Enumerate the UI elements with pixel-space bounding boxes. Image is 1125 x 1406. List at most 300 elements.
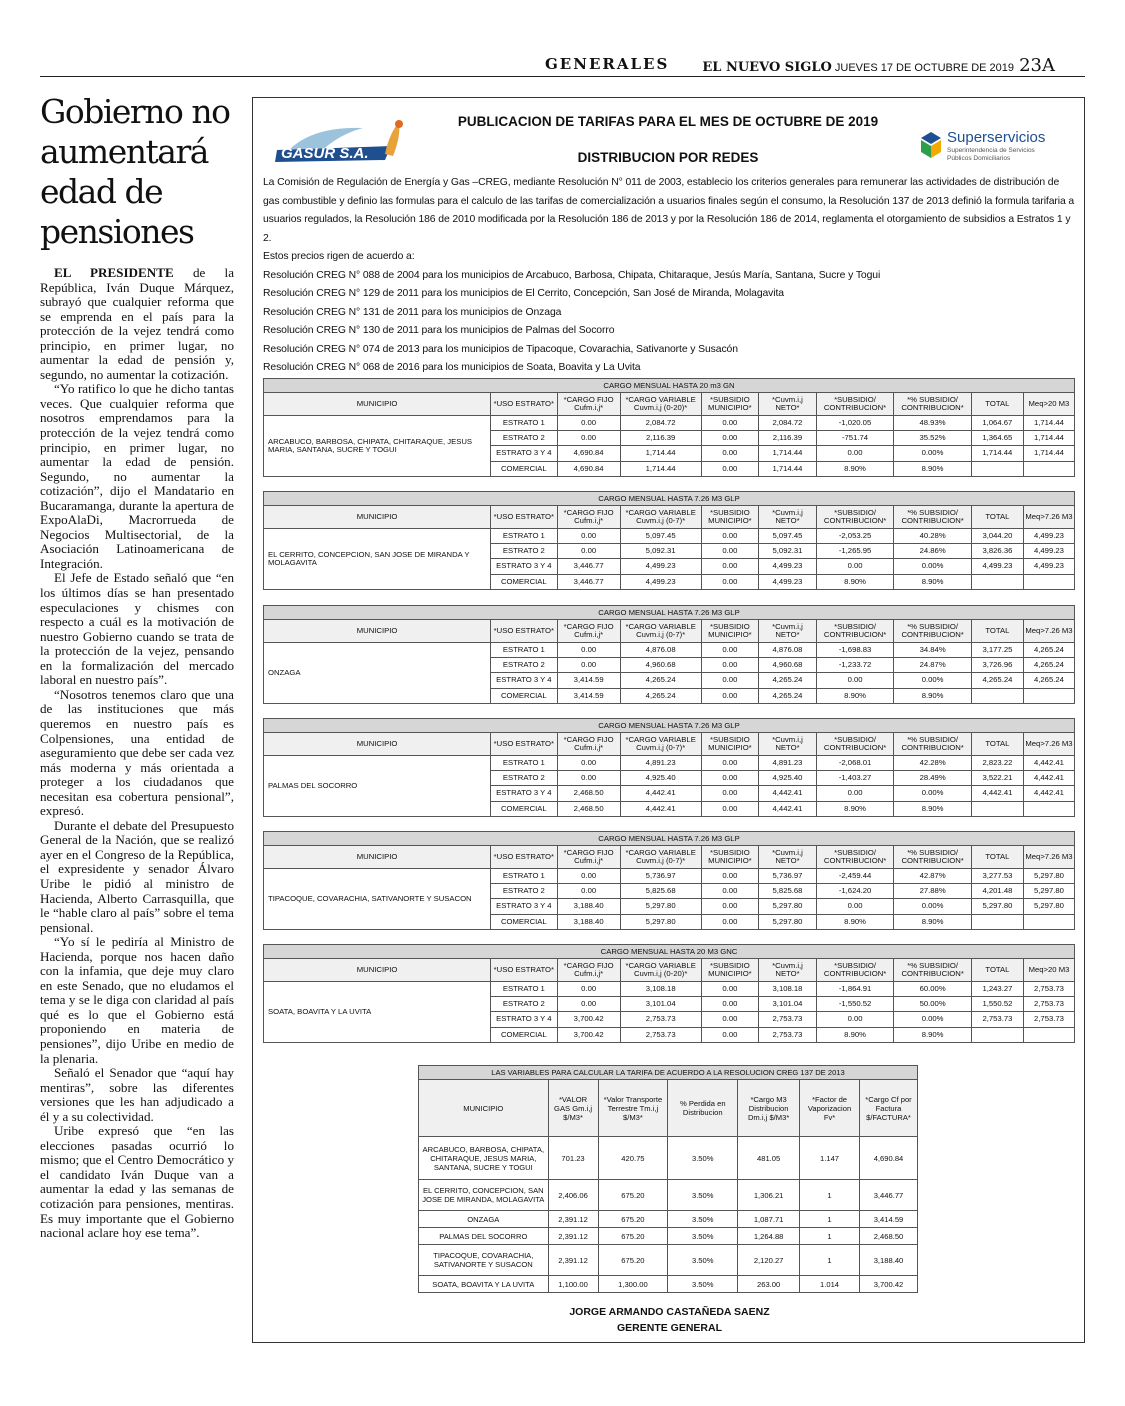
table-cell: 3,446.77 bbox=[557, 574, 620, 589]
table-cell: 5,297.80 bbox=[620, 899, 701, 914]
table-cell: 0.00 bbox=[557, 658, 620, 673]
table-cell: 4,690.84 bbox=[557, 461, 620, 476]
table-cell: 0.00 bbox=[701, 574, 759, 589]
table-cell: 0.00 bbox=[701, 643, 759, 658]
table-cell: 0.00 bbox=[816, 899, 894, 914]
column-header: *CARGO VARIABLE Cuvm.i,j (0-20)* bbox=[620, 393, 701, 416]
article-paragraph: EL PRESIDENTE de la República, Iván Duque Márquez, subrayó que cualquier reforma que se emprenda en el país para la protección de la vejez tendrá como principio, en primer lugar, no aumentar la edad de pensión y, segundo, no aumentar la cotización. bbox=[40, 265, 235, 382]
table-cell: ESTRATO 2 bbox=[491, 431, 557, 446]
table-cell: 2,391.12 bbox=[548, 1228, 598, 1245]
table-cell: 4,265.24 bbox=[620, 688, 701, 703]
table-cell: 4,201.48 bbox=[971, 884, 1023, 899]
table-cell: 1,714.44 bbox=[620, 446, 701, 461]
table-cell: 1,714.44 bbox=[759, 461, 817, 476]
table-cell: 4,499.23 bbox=[1023, 559, 1074, 574]
variables-caption: LAS VARIABLES PARA CALCULAR LA TARIFA DE ACUERDO A LA RESOLUCION CREG 137 DE 2013 bbox=[419, 1066, 918, 1080]
table-cell: 5,097.45 bbox=[759, 529, 817, 544]
table-cell: 0.00% bbox=[894, 673, 972, 688]
column-header: *SUBSIDIO MUNICIPIO* bbox=[701, 733, 759, 756]
table-cell: 3,414.59 bbox=[859, 1211, 917, 1228]
tariff-table bbox=[263, 831, 1075, 930]
table-cell: 0.00 bbox=[557, 756, 620, 771]
table-cell: 0.00% bbox=[894, 786, 972, 801]
table-cell: 3,188.40 bbox=[859, 1245, 917, 1276]
table-cell: 8.90% bbox=[894, 914, 972, 929]
page-number: 23A bbox=[1019, 55, 1055, 76]
column-header: *% SUBSIDIO/ CONTRIBUCION* bbox=[894, 733, 972, 756]
paper-info bbox=[702, 55, 1055, 76]
table-caption: CARGO MENSUAL HASTA 7.26 M3 GLP bbox=[264, 719, 1075, 733]
table-cell: 8.90% bbox=[816, 914, 894, 929]
resolution-line: Resolución CREG N° 074 de 2013 para los municipios de Tipacoque, Covarachia, Sativanorte y Susacón bbox=[263, 343, 738, 355]
municipio-cell: ONZAGA bbox=[419, 1211, 549, 1228]
table-cell: 0.00 bbox=[701, 529, 759, 544]
tariff-table-block bbox=[263, 831, 1075, 930]
table-cell: 4,876.08 bbox=[620, 643, 701, 658]
table-cell: 0.00 bbox=[701, 688, 759, 703]
table-cell: 675.20 bbox=[598, 1211, 668, 1228]
table-cell: 0.00 bbox=[701, 756, 759, 771]
tariff-table-block bbox=[263, 718, 1075, 817]
table-cell: 4,891.23 bbox=[620, 756, 701, 771]
table-cell: 3,188.40 bbox=[557, 914, 620, 929]
table-row bbox=[419, 1180, 918, 1211]
table-caption: CARGO MENSUAL HASTA 7.26 M3 GLP bbox=[264, 492, 1075, 506]
municipio-cell: TIPACOQUE, COVARACHIA, SATIVANORTE Y SUSACON bbox=[264, 869, 491, 930]
table-cell: 0.00 bbox=[557, 869, 620, 884]
table-caption: CARGO MENSUAL HASTA 20 M3 GNC bbox=[264, 945, 1075, 959]
table-cell: 27.88% bbox=[894, 884, 972, 899]
column-header: *USO ESTRATO* bbox=[491, 620, 557, 643]
table-cell: 0.00 bbox=[816, 559, 894, 574]
table-cell: 1.147 bbox=[800, 1137, 860, 1180]
table-cell: 40.28% bbox=[894, 529, 972, 544]
article-paragraph: “Nosotros tenemos claro que una de las instituciones que más queremos en nuestro país es Colpensiones, una entidad de aseguramiento que debe ser cada vez más moderna y más orientada a proteger a los ciudadanos que necesitan esa cobertura pensional”, expresó. bbox=[40, 686, 234, 819]
table-cell: 1,064.67 bbox=[971, 416, 1023, 431]
resolution-line: Resolución CREG N° 129 de 2011 para los municipios de El Cerrito, Concepción, San José de Miranda, Molagavita bbox=[263, 288, 784, 299]
column-header: *CARGO FIJO Cufm.i,j* bbox=[557, 733, 620, 756]
table-row bbox=[264, 416, 1075, 431]
municipio-cell: PALMAS DEL SOCORRO bbox=[419, 1228, 549, 1245]
table-cell: 1,100.00 bbox=[548, 1276, 598, 1293]
column-header: *SUBSIDIO/ CONTRIBUCION* bbox=[816, 506, 894, 529]
table-row bbox=[264, 756, 1075, 771]
column-header: *USO ESTRATO* bbox=[491, 393, 557, 416]
table-cell: ESTRATO 2 bbox=[491, 997, 557, 1012]
table-cell: 0.00% bbox=[894, 446, 972, 461]
ad-title: PUBLICACION DE TARIFAS PARA EL MES DE OCTUBRE DE 2019 bbox=[457, 114, 879, 129]
table-cell: 2,753.73 bbox=[620, 1012, 701, 1027]
table-cell: 4,442.41 bbox=[1023, 756, 1074, 771]
table-cell: 4,442.41 bbox=[620, 801, 701, 816]
column-header: Meq>7.26 M3 bbox=[1023, 620, 1074, 643]
table-cell: 4,925.40 bbox=[759, 771, 817, 786]
table-row bbox=[264, 643, 1075, 658]
table-cell: 0.00 bbox=[816, 673, 894, 688]
table-row bbox=[419, 1276, 918, 1293]
table-cell: 0.00 bbox=[701, 1012, 759, 1027]
column-header: *SUBSIDIO/ CONTRIBUCION* bbox=[816, 620, 894, 643]
column-header: MUNICIPIO bbox=[419, 1080, 549, 1137]
article-paragraph: El Jefe de Estado señaló que “en los últimos días se han presentado especulaciones y chismes con respecto a cuál es la motivación de nuestro Gobierno cuando se trata de la protección de la vejez, pensando en la formalización del mercado laboral en nuestro país”. bbox=[40, 570, 234, 688]
table-row bbox=[419, 1228, 918, 1245]
table-cell: 5,097.45 bbox=[620, 529, 701, 544]
table-cell: 3,700.42 bbox=[859, 1276, 917, 1293]
column-header: *SUBSIDIO MUNICIPIO* bbox=[701, 506, 759, 529]
table-cell: 1,714.44 bbox=[759, 446, 817, 461]
table-cell: 8.90% bbox=[816, 574, 894, 589]
rates-intro: Estos precios rigen de acuerdo a: bbox=[263, 251, 415, 262]
column-header: Meq>7.26 M3 bbox=[1023, 733, 1074, 756]
table-cell: -1,698.83 bbox=[816, 643, 894, 658]
table-cell: 28.49% bbox=[894, 771, 972, 786]
resolution-line: Resolución CREG N° 131 de 2011 para los municipios de Onzaga bbox=[263, 306, 562, 318]
table-cell: 1,714.44 bbox=[620, 461, 701, 476]
table-cell: ESTRATO 1 bbox=[491, 416, 557, 431]
table-cell: 1,264.88 bbox=[738, 1228, 800, 1245]
table-cell: 3,522.21 bbox=[971, 771, 1023, 786]
table-cell: 0.00 bbox=[701, 673, 759, 688]
table-cell: 50.00% bbox=[894, 997, 972, 1012]
table-cell bbox=[971, 688, 1023, 703]
table-cell: 8.90% bbox=[894, 688, 972, 703]
article-paragraph: “Yo sí le pediría al Ministro de Hacienda, porque nos hacen daño con la infamia, que deje muy claro en este Senado, que no eludamos el tema y se le diga con claridad al país qué es lo que el Gobierno está proponiendo en materia de pensiones”, dijo Uribe en medio de la plenaria. bbox=[40, 934, 234, 1066]
column-header: *% SUBSIDIO/ CONTRIBUCION* bbox=[894, 393, 972, 416]
masthead bbox=[40, 52, 1085, 77]
gasur-logo bbox=[273, 116, 408, 168]
table-cell: 675.20 bbox=[598, 1228, 668, 1245]
table-cell: -1,864.91 bbox=[816, 982, 894, 997]
municipio-cell: EL CERRITO, CONCEPCION, SAN JOSE DE MIRANDA, MOLAGAVITA bbox=[419, 1180, 549, 1211]
table-cell: 5,297.80 bbox=[971, 899, 1023, 914]
table-cell: 4,499.23 bbox=[620, 574, 701, 589]
table-cell: 0.00 bbox=[816, 446, 894, 461]
table-cell: COMERCIAL bbox=[491, 574, 557, 589]
table-row bbox=[264, 869, 1075, 884]
table-caption: CARGO MENSUAL HASTA 20 m3 GN bbox=[264, 379, 1075, 393]
column-header: *SUBSIDIO MUNICIPIO* bbox=[701, 959, 759, 982]
table-cell: 0.00 bbox=[701, 446, 759, 461]
resolution-line: Resolución CREG N° 068 de 2016 para los municipios de Soata, Boavita y La Uvita bbox=[263, 362, 641, 373]
table-cell: ESTRATO 2 bbox=[491, 658, 557, 673]
table-cell: ESTRATO 2 bbox=[491, 771, 557, 786]
column-header: *% SUBSIDIO/ CONTRIBUCION* bbox=[894, 846, 972, 869]
table-cell: 1,306.21 bbox=[738, 1180, 800, 1211]
table-cell: 1.014 bbox=[800, 1276, 860, 1293]
table-cell: 2,468.50 bbox=[557, 801, 620, 816]
table-cell: 0.00 bbox=[701, 801, 759, 816]
table-cell: 0.00 bbox=[701, 431, 759, 446]
table-cell: 3.50% bbox=[668, 1180, 738, 1211]
table-cell: 3,826.36 bbox=[971, 544, 1023, 559]
table-cell: 3.50% bbox=[668, 1245, 738, 1276]
table-cell: 2,753.73 bbox=[1023, 982, 1074, 997]
table-cell: 4,265.24 bbox=[759, 673, 817, 688]
table-cell: 4,265.24 bbox=[759, 688, 817, 703]
table-cell: 1,714.44 bbox=[1023, 431, 1074, 446]
ad-intro bbox=[263, 174, 1075, 378]
table-cell: 481.05 bbox=[738, 1137, 800, 1180]
article-paragraph: Señaló el Senador que “aquí hay mentiras”, sobre las diferentes versiones que les han adjudicado a él y a su colectividad. bbox=[40, 1065, 234, 1124]
table-cell: 1 bbox=[800, 1180, 860, 1211]
table-cell: 0.00 bbox=[701, 461, 759, 476]
table-cell: COMERCIAL bbox=[491, 801, 557, 816]
svg-text:Superservicios: Superservicios bbox=[947, 129, 1046, 146]
table-cell: 0.00 bbox=[701, 869, 759, 884]
table-cell: ESTRATO 3 Y 4 bbox=[491, 899, 557, 914]
table-cell: 3.50% bbox=[668, 1276, 738, 1293]
tariff-table-block bbox=[263, 605, 1075, 704]
table-cell: -1,233.72 bbox=[816, 658, 894, 673]
table-cell: 2,753.73 bbox=[1023, 997, 1074, 1012]
table-cell: 3,277.53 bbox=[971, 869, 1023, 884]
table-cell: 1,300.00 bbox=[598, 1276, 668, 1293]
table-cell: 4,265.24 bbox=[1023, 673, 1074, 688]
column-header: *USO ESTRATO* bbox=[491, 506, 557, 529]
table-cell: ESTRATO 2 bbox=[491, 884, 557, 899]
table-cell: 0.00 bbox=[816, 1012, 894, 1027]
table-cell: 4,265.24 bbox=[620, 673, 701, 688]
table-cell: 0.00 bbox=[557, 771, 620, 786]
table-cell: 2,753.73 bbox=[759, 1012, 817, 1027]
table-cell: 3,108.18 bbox=[759, 982, 817, 997]
table-cell: ESTRATO 1 bbox=[491, 756, 557, 771]
table-cell: COMERCIAL bbox=[491, 461, 557, 476]
column-header: *Cuvm.i,j NETO* bbox=[759, 506, 817, 529]
table-cell bbox=[1023, 688, 1074, 703]
column-header: MUNICIPIO bbox=[264, 620, 491, 643]
table-cell: 2,391.12 bbox=[548, 1211, 598, 1228]
table-cell: 3.50% bbox=[668, 1137, 738, 1180]
column-header: % Perdida en Distribucion bbox=[668, 1080, 738, 1137]
table-cell: 3.50% bbox=[668, 1228, 738, 1245]
news-article bbox=[40, 92, 234, 1241]
column-header: TOTAL bbox=[971, 506, 1023, 529]
table-cell: ESTRATO 3 Y 4 bbox=[491, 559, 557, 574]
table-cell: 2,116.39 bbox=[759, 431, 817, 446]
table-cell: 2,406.06 bbox=[548, 1180, 598, 1211]
column-header: *CARGO FIJO Cufm.i,j* bbox=[557, 959, 620, 982]
table-cell: 8.90% bbox=[894, 801, 972, 816]
table-cell: 2,753.73 bbox=[620, 1027, 701, 1042]
column-header: *SUBSIDIO/ CONTRIBUCION* bbox=[816, 393, 894, 416]
table-cell: 0.00 bbox=[816, 786, 894, 801]
table-cell: 4,442.41 bbox=[759, 786, 817, 801]
table-cell: 1,714.44 bbox=[1023, 446, 1074, 461]
table-cell: -1,550.52 bbox=[816, 997, 894, 1012]
column-header: *CARGO VARIABLE Cuvm.i,j (0-7)* bbox=[620, 846, 701, 869]
table-cell: 3,700.42 bbox=[557, 1027, 620, 1042]
column-header: Meq>20 M3 bbox=[1023, 959, 1074, 982]
table-cell: 4,499.23 bbox=[971, 559, 1023, 574]
issue-date: JUEVES 17 DE OCTUBRE DE 2019 bbox=[834, 62, 1015, 74]
table-cell: -2,459.44 bbox=[816, 869, 894, 884]
table-cell: ESTRATO 3 Y 4 bbox=[491, 673, 557, 688]
table-cell: ESTRATO 3 Y 4 bbox=[491, 1012, 557, 1027]
table-cell: 2,753.73 bbox=[1023, 1012, 1074, 1027]
column-header: *SUBSIDIO MUNICIPIO* bbox=[701, 620, 759, 643]
table-cell: 0.00 bbox=[701, 416, 759, 431]
table-cell bbox=[971, 801, 1023, 816]
table-cell: 3.50% bbox=[668, 1211, 738, 1228]
table-cell: ESTRATO 1 bbox=[491, 869, 557, 884]
column-header: *% SUBSIDIO/ CONTRIBUCION* bbox=[894, 959, 972, 982]
table-cell: 0.00 bbox=[701, 884, 759, 899]
table-cell: 1,714.44 bbox=[1023, 416, 1074, 431]
tariff-table bbox=[263, 605, 1075, 704]
table-cell: 3,101.04 bbox=[759, 997, 817, 1012]
table-cell: 5,092.31 bbox=[620, 544, 701, 559]
table-cell: 5,297.80 bbox=[620, 914, 701, 929]
table-cell: 24.87% bbox=[894, 658, 972, 673]
table-cell bbox=[971, 461, 1023, 476]
column-header: *SUBSIDIO/ CONTRIBUCION* bbox=[816, 846, 894, 869]
table-cell: 1 bbox=[800, 1228, 860, 1245]
table-cell: 1,550.52 bbox=[971, 997, 1023, 1012]
table-cell: 4,876.08 bbox=[759, 643, 817, 658]
table-cell: 4,442.41 bbox=[1023, 786, 1074, 801]
municipio-cell: ONZAGA bbox=[264, 643, 491, 704]
table-cell: -1,020.05 bbox=[816, 416, 894, 431]
table-cell: 1,714.44 bbox=[971, 446, 1023, 461]
table-cell: 1,243.27 bbox=[971, 982, 1023, 997]
column-header: *CARGO FIJO Cufm.i,j* bbox=[557, 393, 620, 416]
table-cell: 8.90% bbox=[816, 1027, 894, 1042]
tariff-table bbox=[263, 491, 1075, 590]
article-lead: EL PRESIDENTE bbox=[54, 265, 174, 280]
column-header: *Cuvm.i,j NETO* bbox=[759, 620, 817, 643]
municipio-cell: PALMAS DEL SOCORRO bbox=[264, 756, 491, 817]
table-cell: 5,297.80 bbox=[759, 899, 817, 914]
table-cell: 2,468.50 bbox=[557, 786, 620, 801]
table-cell: 263.00 bbox=[738, 1276, 800, 1293]
tariff-table bbox=[263, 718, 1075, 817]
table-cell: 3,188.40 bbox=[557, 899, 620, 914]
table-cell: ESTRATO 1 bbox=[491, 982, 557, 997]
column-header: TOTAL bbox=[971, 393, 1023, 416]
table-cell: 60.00% bbox=[894, 982, 972, 997]
table-cell bbox=[1023, 574, 1074, 589]
table-cell: 0.00 bbox=[557, 997, 620, 1012]
table-cell: 5,736.97 bbox=[759, 869, 817, 884]
table-cell: 3,700.42 bbox=[557, 1012, 620, 1027]
table-cell bbox=[1023, 461, 1074, 476]
table-cell: 3,446.77 bbox=[557, 559, 620, 574]
table-cell: 3,177.25 bbox=[971, 643, 1023, 658]
column-header: *Cuvm.i,j NETO* bbox=[759, 733, 817, 756]
table-cell: 3,446.77 bbox=[859, 1180, 917, 1211]
table-cell bbox=[1023, 914, 1074, 929]
table-cell: 8.90% bbox=[816, 688, 894, 703]
table-cell: 8.90% bbox=[894, 461, 972, 476]
column-header: *CARGO FIJO Cufm.i,j* bbox=[557, 506, 620, 529]
table-cell: 3,414.59 bbox=[557, 688, 620, 703]
table-row bbox=[264, 982, 1075, 997]
table-cell: 675.20 bbox=[598, 1180, 668, 1211]
table-cell: 0.00 bbox=[701, 899, 759, 914]
table-cell: -1,403.27 bbox=[816, 771, 894, 786]
table-cell: 3,101.04 bbox=[620, 997, 701, 1012]
intro-text: La Comisión de Regulación de Energía y Gas –CREG, mediante Resolución N° 011 de 2003, establecio los criterios generales para remunerar las actividades de distribución de gas combustible y definio las formulas para el calculo de las tarifas de comercialización a usuarios finales según el consumo, la Resolución 137 de 2013 definió la formula tarifaria a usuarios regulados, la Resolución 186 de 2010 modificada por la Resolución 186 de 2013 y por la Resolución 186 de 2014, reglamenta el otorgamiento de subsidios a Estratos 1 y 2. bbox=[263, 177, 1075, 244]
table-cell: 5,297.80 bbox=[1023, 884, 1074, 899]
table-row bbox=[419, 1137, 918, 1180]
tariff-table-block bbox=[263, 944, 1075, 1043]
column-header: *CARGO VARIABLE Cuvm.i,j (0-20)* bbox=[620, 959, 701, 982]
column-header: *USO ESTRATO* bbox=[491, 846, 557, 869]
table-cell: 8.90% bbox=[816, 461, 894, 476]
table-cell: 4,960.68 bbox=[759, 658, 817, 673]
table-cell bbox=[1023, 1027, 1074, 1042]
svg-text:Públicos Domiciliarios: Públicos Domiciliarios bbox=[947, 155, 1011, 162]
table-cell: 1,364.65 bbox=[971, 431, 1023, 446]
column-header: *SUBSIDIO MUNICIPIO* bbox=[701, 846, 759, 869]
table-cell: ESTRATO 1 bbox=[491, 529, 557, 544]
superservicios-logo bbox=[917, 124, 1072, 168]
column-header: TOTAL bbox=[971, 620, 1023, 643]
table-cell: 5,297.80 bbox=[1023, 869, 1074, 884]
column-header: *SUBSIDIO MUNICIPIO* bbox=[701, 393, 759, 416]
table-cell: 0.00% bbox=[894, 1012, 972, 1027]
table-cell: 2,116.39 bbox=[620, 431, 701, 446]
table-cell: 4,442.41 bbox=[1023, 771, 1074, 786]
table-cell: 4,499.23 bbox=[1023, 529, 1074, 544]
table-cell: 35.52% bbox=[894, 431, 972, 446]
municipio-cell: SOATA, BOAVITA Y LA UVITA bbox=[419, 1276, 549, 1293]
table-cell: 0.00 bbox=[557, 643, 620, 658]
table-cell: 1,087.71 bbox=[738, 1211, 800, 1228]
table-cell: 5,825.68 bbox=[620, 884, 701, 899]
table-cell: 1 bbox=[800, 1245, 860, 1276]
column-header: *SUBSIDIO/ CONTRIBUCION* bbox=[816, 959, 894, 982]
svg-text:GASUR S.A.: GASUR S.A. bbox=[281, 145, 369, 162]
article-paragraph: “Yo ratifico lo que he dicho tantas veces. Que cualquier reforma que nosotros emprendamos para la protección de la vejez tendrá como principio, en primer lugar, no aumentar la edad de pensión. Segundo, no aumentar la cotización”, dijo el Mandatario en Bucaramanga, durante la apertura de ExpoAlaDi, Macrorrueda de Negocios Multisectorial, de la Asociación Latinoamericana de Integración. bbox=[40, 381, 234, 571]
table-cell: 4,499.23 bbox=[1023, 544, 1074, 559]
municipio-cell: EL CERRITO, CONCEPCION, SAN JOSE DE MIRANDA Y MOLAGAVITA bbox=[264, 529, 491, 590]
table-cell: 4,690.84 bbox=[859, 1137, 917, 1180]
table-cell: 4,442.41 bbox=[971, 786, 1023, 801]
table-cell: -1,624.20 bbox=[816, 884, 894, 899]
table-cell: 4,442.41 bbox=[620, 786, 701, 801]
column-header: *CARGO VARIABLE Cuvm.i,j (0-7)* bbox=[620, 733, 701, 756]
municipio-cell: SOATA, BOAVITA Y LA UVITA bbox=[264, 982, 491, 1043]
table-cell: 0.00 bbox=[701, 771, 759, 786]
column-header: *Cuvm.i,j NETO* bbox=[759, 393, 817, 416]
column-header: *Cuvm.i,j NETO* bbox=[759, 959, 817, 982]
table-cell: -2,068.01 bbox=[816, 756, 894, 771]
column-header: TOTAL bbox=[971, 959, 1023, 982]
table-cell: 420.75 bbox=[598, 1137, 668, 1180]
table-cell: 5,297.80 bbox=[1023, 899, 1074, 914]
table-cell: 34.84% bbox=[894, 643, 972, 658]
table-cell: 4,499.23 bbox=[759, 559, 817, 574]
table-caption: CARGO MENSUAL HASTA 7.26 M3 GLP bbox=[264, 832, 1075, 846]
column-header: Meq>20 M3 bbox=[1023, 393, 1074, 416]
table-cell: 2,753.73 bbox=[759, 1027, 817, 1042]
article-paragraph: Durante el debate del Presupuesto General de la Nación, que se realizó ayer en el Congreso de la República, el expresidente y senador Álvaro Uribe le pidió al ministro de Hacienda, Alberto Carrasquilla, que le “hable claro al país” sobre el tema pensional. bbox=[40, 817, 234, 935]
table-cell: 3,044.20 bbox=[971, 529, 1023, 544]
table-caption: CARGO MENSUAL HASTA 7.26 M3 GLP bbox=[264, 606, 1075, 620]
table-cell: 701.23 bbox=[548, 1137, 598, 1180]
municipio-cell: ARCABUCO, BARBOSA, CHIPATA, CHITARAQUE, JESUS MARIA, SANTANA, SUCRE Y TOGUI bbox=[419, 1137, 549, 1180]
table-cell: 0.00 bbox=[557, 884, 620, 899]
column-header: *CARGO FIJO Cufm.i,j* bbox=[557, 846, 620, 869]
table-cell: 4,499.23 bbox=[759, 574, 817, 589]
table-cell: 2,468.50 bbox=[859, 1228, 917, 1245]
table-cell: 0.00% bbox=[894, 899, 972, 914]
table-cell bbox=[971, 914, 1023, 929]
table-cell: 3,414.59 bbox=[557, 673, 620, 688]
section-name: GENERALES bbox=[545, 55, 670, 73]
